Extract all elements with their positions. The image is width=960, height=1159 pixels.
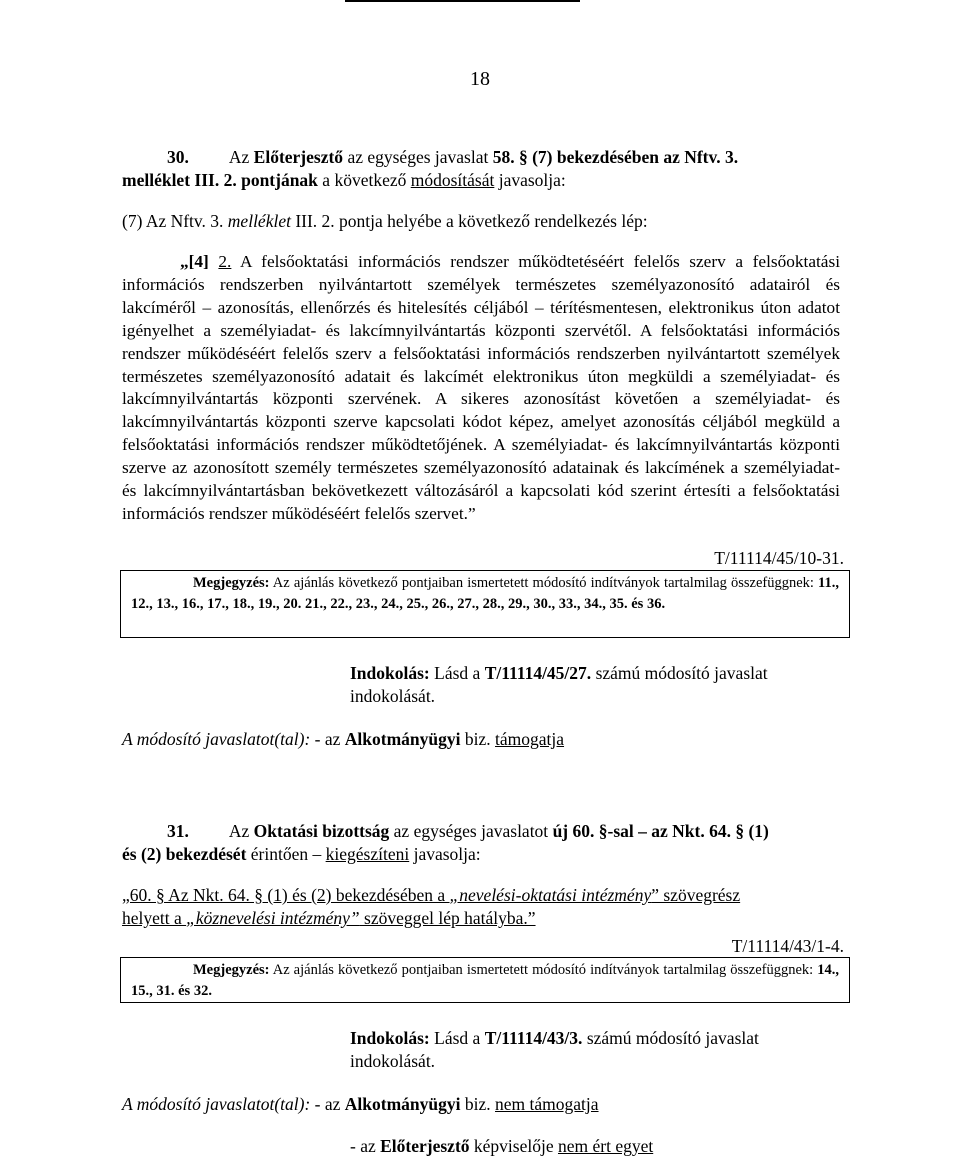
item30-ref: T/11114/45/10-31. bbox=[714, 548, 844, 568]
item31-reason-b: számú módosító javaslat bbox=[582, 1028, 759, 1048]
item30-body-text: A felsőoktatási információs rendszer működtetéséért felelős szerv a felsőoktatási információs rendszerben nyilvántartott személyek természetes személyazonosító adatairól és lakcíméről – azonosítás, ellenőrzés és hitelesítés céljából – térítésmentesen, elektronikus úton adatot igényelhet a személyiadat- és lakcímnyilvántartás központi szervétől. A felsőoktatási információs rendszer működéséért felelős szerv a felsőoktatási információs rendszerben nyilvántartott személyek természetes személyazonosító adatait és lakcímét elektronikus úton megküldi a személyiadat- és lakcímnyilvántartás központi szervének. A sikeres azonosítást követően a személyiadat- és lakcímnyilvántartás központi szerve kapcsolati kódot képez, amelyet azonosítás céljából megküld a felsőoktatási információs rendszer működtetőjének. A személyiadat- és lakcímnyilvántartás központi szerve az azonosított személy természetes személyazonosító adatainak és lakcímének a személyiadat- és lakcímnyilvántartásban bekövetkezett változásáról a kapcsolati kód szerint értesíti a felsőoktatási információs rendszer működéséért felelős szervet.” bbox=[122, 252, 840, 523]
item30-support bbox=[122, 728, 564, 750]
item30-quote-num: 2. bbox=[218, 252, 232, 271]
item31-reason-ref: T/11114/43/3. bbox=[484, 1028, 583, 1048]
item30-support-status: támogatja bbox=[495, 729, 565, 749]
item31-q-a: „60. § Az Nkt. 64. § (1) és (2) bekezdésében a bbox=[122, 885, 450, 905]
item31-proposer-name: Előterjesztő bbox=[380, 1136, 470, 1156]
page-number: 18 bbox=[470, 68, 490, 90]
item31-ref: T/11114/43/1-4. bbox=[731, 936, 844, 956]
item31-intro-l2b: javasolja: bbox=[409, 844, 481, 864]
item31-q-i1: „nevelési-oktatási intézmény bbox=[449, 885, 652, 905]
item31-q-i2: „köznevelési intézmény” bbox=[186, 908, 360, 928]
item30-section: 58. § (7) bekezdésében az Nftv. 3. bbox=[492, 147, 739, 167]
item30-reason-ref: T/11114/45/27. bbox=[484, 663, 592, 683]
item31-proposer-status: nem ért egyet bbox=[557, 1136, 654, 1156]
item30-intro-a: Az bbox=[228, 147, 254, 167]
item31-note-box bbox=[120, 957, 850, 1003]
item30-body bbox=[122, 251, 840, 526]
item30-intro-l2b: javasolja: bbox=[494, 170, 566, 190]
item31-intro-l2a: érintően – bbox=[246, 844, 326, 864]
item30-sub-b: III. 2. pontja helyébe a következő rendelkezés lép: bbox=[290, 211, 648, 231]
item31-support-b: biz. bbox=[460, 1094, 496, 1114]
item31-quote-line1 bbox=[122, 884, 740, 906]
item30-note-label: Megjegyzés: bbox=[193, 575, 270, 591]
item31-intro-b: az egységes javaslatot bbox=[389, 821, 553, 841]
top-rule bbox=[345, 0, 580, 2]
item30-reason-b: számú módosító javaslat bbox=[591, 663, 768, 683]
item31-quote-line2 bbox=[122, 907, 536, 929]
item30-intro-line1 bbox=[167, 146, 738, 168]
item31-note-items: 14., 15., 31. és 32. bbox=[131, 962, 839, 999]
item30-note bbox=[131, 571, 839, 615]
item31-intro-bold: és (2) bekezdését bbox=[122, 844, 247, 864]
item31-support-status: nem támogatja bbox=[495, 1094, 599, 1114]
item31-intro-line2 bbox=[122, 843, 481, 865]
item30-reason bbox=[350, 662, 768, 684]
item31-intro-line1 bbox=[167, 820, 769, 842]
item31-support-i: A módosító javaslatot(tal): bbox=[122, 1094, 311, 1114]
item30-sub-i: melléklet bbox=[227, 211, 291, 231]
item30-number: 30. bbox=[167, 147, 189, 167]
item31-proposer-b: képviselője bbox=[469, 1136, 558, 1156]
item31-reason-a: Lásd a bbox=[429, 1028, 485, 1048]
item31-proposer bbox=[350, 1135, 653, 1157]
item30-intro-modification: módosítását bbox=[410, 170, 495, 190]
item31-reason-label: Indokolás: bbox=[350, 1028, 430, 1048]
item30-reason-label: Indokolás: bbox=[350, 663, 430, 683]
item31-note-label: Megjegyzés: bbox=[193, 962, 270, 978]
item30-support-b: biz. bbox=[460, 729, 496, 749]
item31-q-d: szöveggel lép hatályba.” bbox=[359, 908, 536, 928]
item30-sub-a: (7) Az Nftv. 3. bbox=[122, 211, 228, 231]
item30-subsection bbox=[122, 210, 648, 232]
item30-support-a: - az bbox=[310, 729, 345, 749]
item30-note-text: Az ajánlás következő pontjaiban ismertetett módosító indítványok tartalmilag összefüggnek: bbox=[269, 575, 819, 591]
item31-proposer-a: - az bbox=[350, 1136, 381, 1156]
item31-support bbox=[122, 1093, 599, 1115]
item30-intro-b: az egységes javaslat bbox=[343, 147, 493, 167]
item30-note-box bbox=[120, 570, 850, 638]
item30-reason-line2: indokolását. bbox=[350, 686, 436, 706]
item31-support-a: - az bbox=[310, 1094, 345, 1114]
item30-support-i: A módosító javaslatot(tal): bbox=[122, 729, 311, 749]
item31-reason-line2: indokolását. bbox=[350, 1051, 436, 1071]
item30-intro-line2 bbox=[122, 169, 566, 191]
item31-new: új 60. §-sal – az Nkt. 64. § (1) bbox=[552, 821, 769, 841]
item30-intro-l2a: a következő bbox=[317, 170, 411, 190]
item30-note-items: 11., 12., 13., 16., 17., 18., 19., 20. 21., 22., 23., 24., 25., 26., 27., 28., 29., 30., 33., 34., 35. és 36. bbox=[131, 575, 839, 612]
item31-intro-a: Az bbox=[228, 821, 254, 841]
item31-number: 31. bbox=[167, 821, 189, 841]
item30-reason-a: Lásd a bbox=[429, 663, 485, 683]
item31-committee: Oktatási bizottság bbox=[253, 821, 390, 841]
item31-intro-supplement: kiegészíteni bbox=[325, 844, 410, 864]
item30-support-committee: Alkotmányügyi bbox=[344, 729, 461, 749]
item31-support-committee: Alkotmányügyi bbox=[344, 1094, 461, 1114]
item30-intro-bold: melléklet III. 2. pontjának bbox=[122, 170, 318, 190]
item31-note bbox=[131, 958, 839, 1002]
item31-reason bbox=[350, 1027, 759, 1049]
item31-note-text: Az ajánlás következő pontjaiban ismertetett módosító indítványok tartalmilag összefüggnek: bbox=[269, 962, 818, 978]
item30-quote-open: „[4] bbox=[180, 252, 219, 271]
item30-proposer: Előterjesztő bbox=[253, 147, 344, 167]
item31-q-b: ” szövegrész bbox=[651, 885, 741, 905]
item31-q-c: helyett a bbox=[122, 908, 187, 928]
